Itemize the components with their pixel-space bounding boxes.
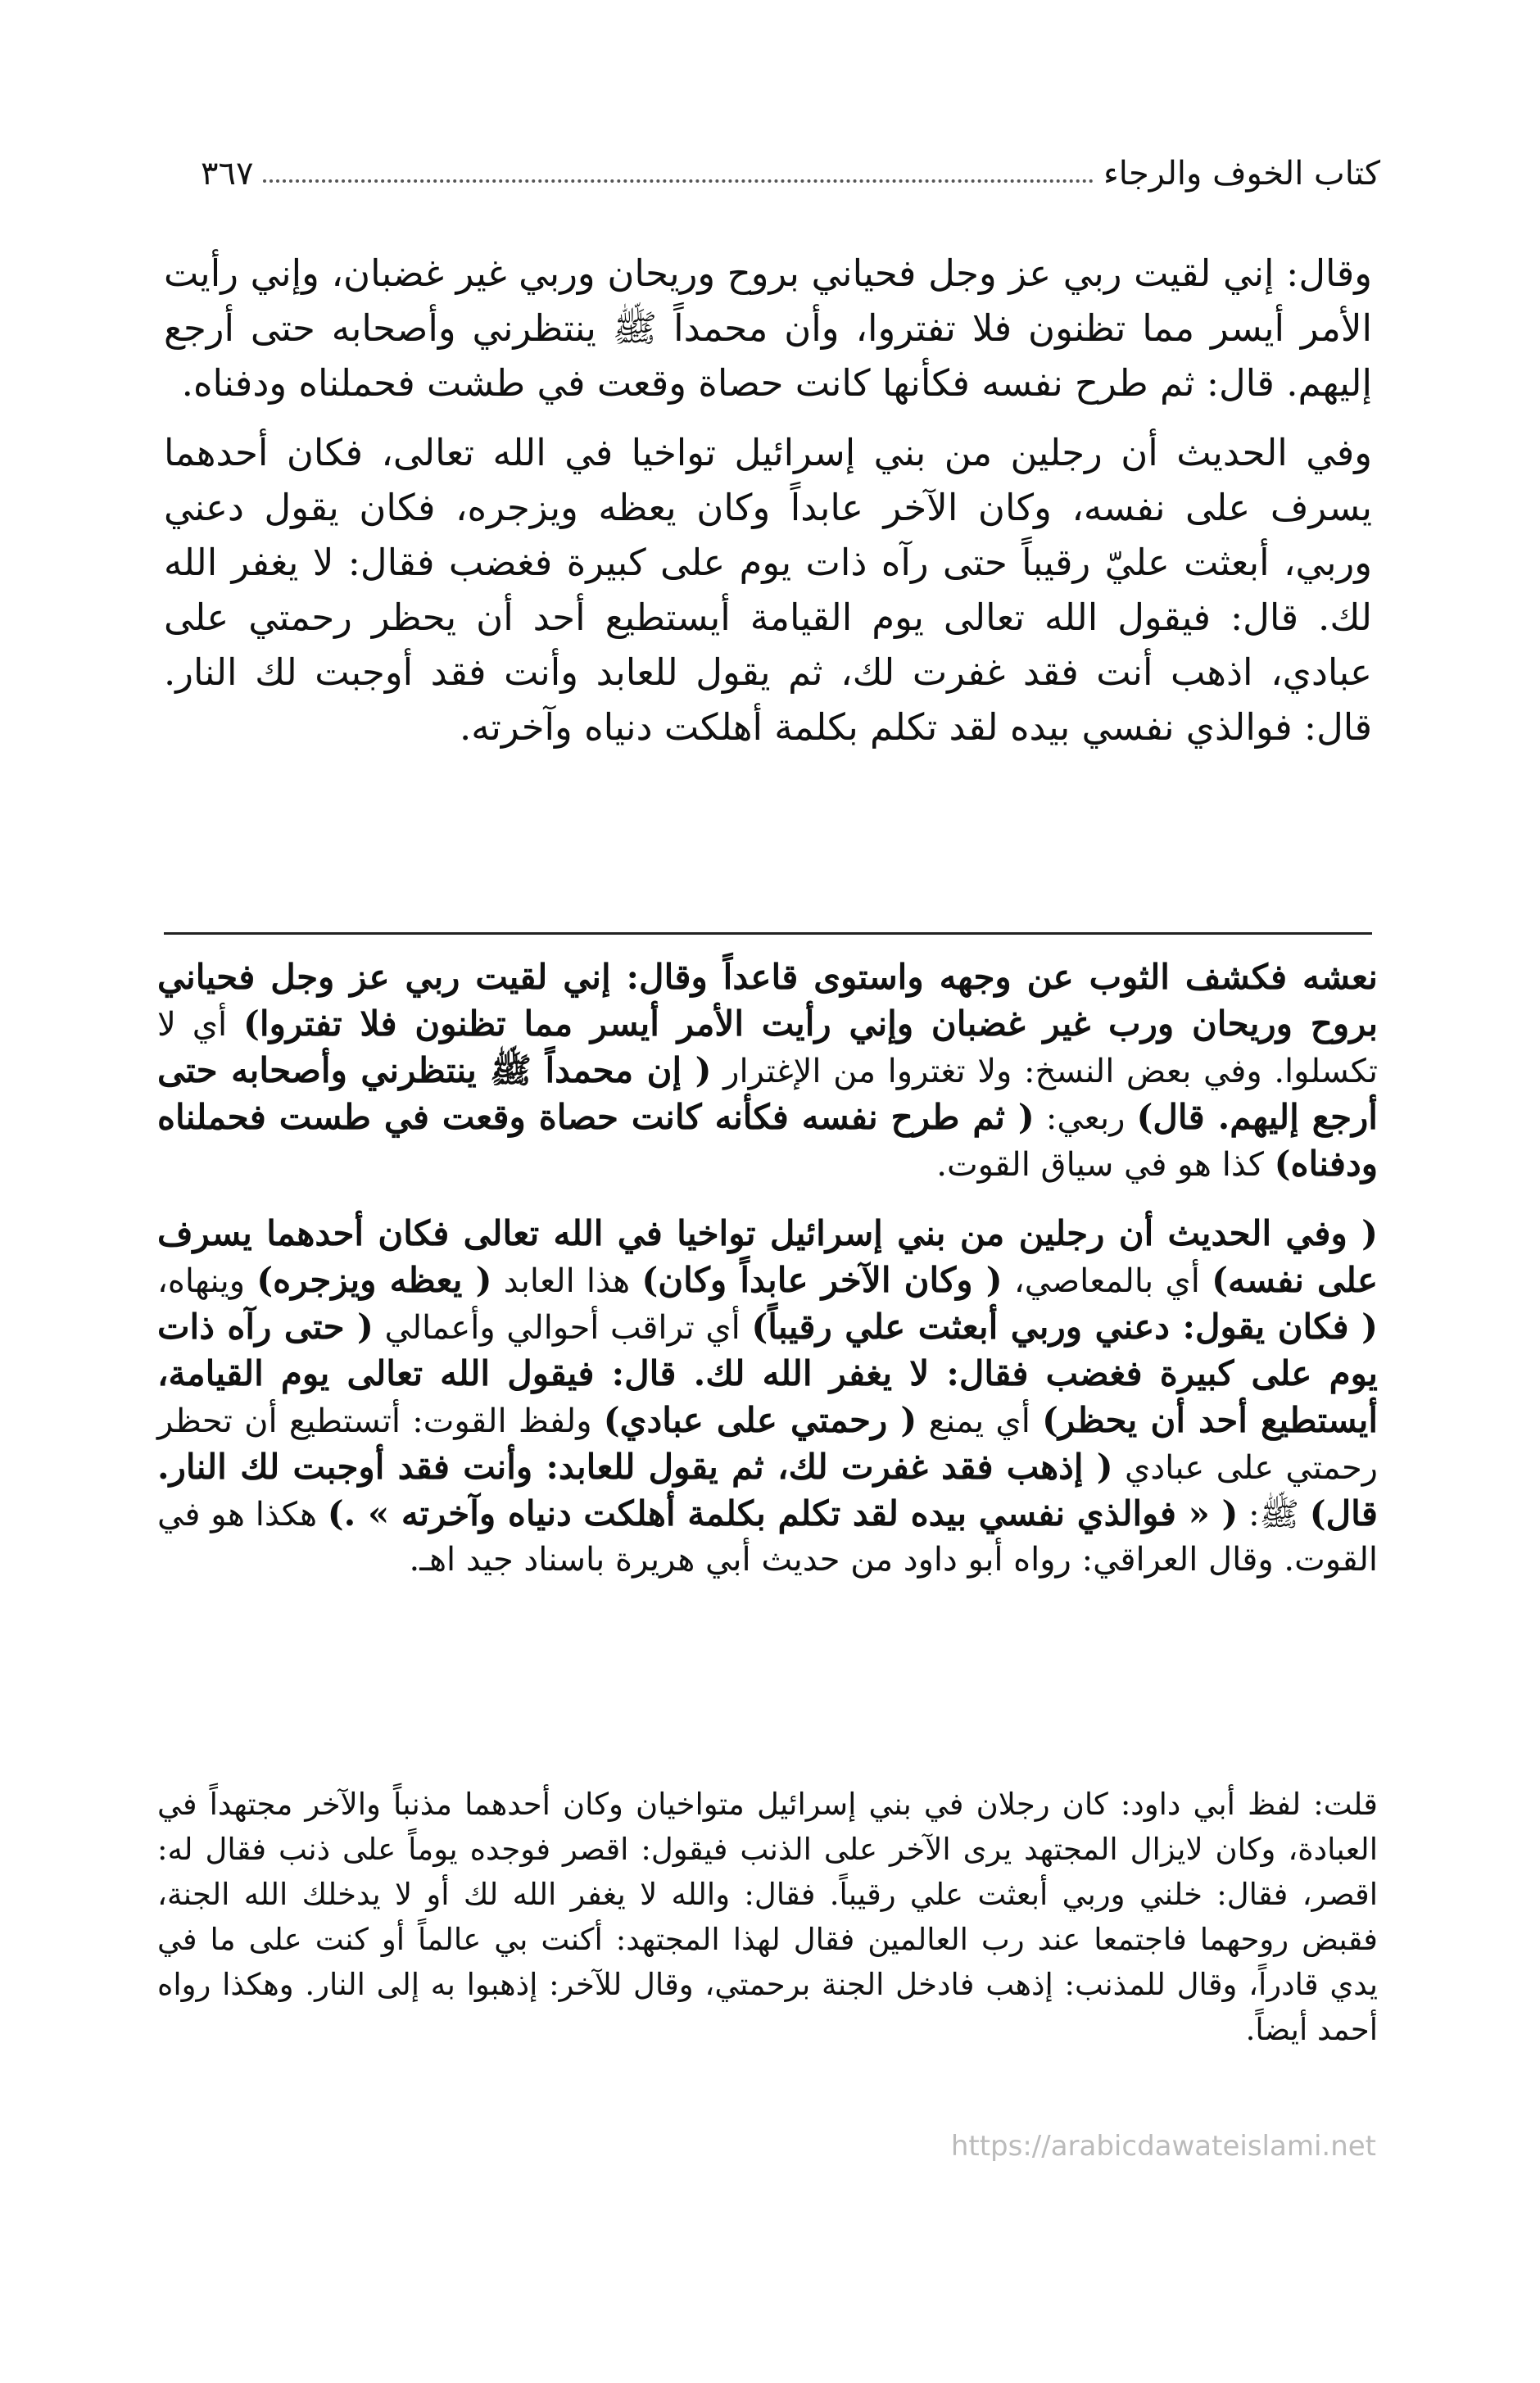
gloss-text: وينهاه،: [157, 1262, 257, 1300]
quoted-text: ( يعظه ويزجره): [256, 1260, 492, 1300]
commentary-paragraph: [157, 954, 1378, 1188]
footnote-divider: [164, 932, 1372, 935]
quoted-text: ( حتى رآه ذات يوم على كبيرة فغضب فقال: لا يغفر الله لك. قال: فيقول الله تعالى يوم القيامة، أيستطيع أحد أن يحظر): [157, 1307, 1378, 1440]
watermark-url: https://arabicdawateislami.net: [950, 2130, 1376, 2163]
quoted-text: ( فكان يقول: دعني وربي أبعثت علي رقيباً): [751, 1307, 1378, 1347]
gloss-text: أي بالمعاصي،: [1002, 1262, 1212, 1300]
quoted-text: ( إذهب فقد غفرت لك، ثم يقول للعابد: وأنت فقد أوجبت لك النار. قال): [157, 1447, 1378, 1534]
quoted-text: ( ثم طرح نفسه فكأنه كانت حصاة وقعت في طست فحملناه ودفناه): [157, 1097, 1378, 1184]
gloss-text: كذا هو في سياق القوت.: [936, 1146, 1275, 1184]
editor-note: [157, 1782, 1378, 2052]
quoted-text: ( وكان الآخر عابداً وكان): [641, 1260, 1003, 1300]
page-number: ٣٦٧: [201, 155, 254, 193]
gloss-text: هكذا هو في القوت. وقال العراقي: رواه أبو داود من حديث أبي هريرة باسناد جيد اهـ.: [157, 1496, 1378, 1579]
note-paragraph: قلت: لفظ أبي داود: كان رجلان في بني إسرائيل متواخيان وكان أحدهما مذنباً والآخر مجتهداً في العبادة، وكان لايزال المجتهد يرى الآخر على الذنب فيقول: اقصر فوجده يوماً على ذنب فقال له: اقصر، فقال: خلني وربي أبعثت علي رقيباً. فقال: والله لا يغفر الله لك أو لا يدخلك الله الجنة، فقبض روحهما فاجتمعا عند رب العالمين فقال لهذا المجتهد: أكنت بي عالماً أو كنت على ما في يدي قادراً، وقال للمذنب: إذهب فادخل الجنة برحمتي، وقال للآخر: إذهبوا به إلى النار. وهكذا رواه أحمد أيضاً.: [157, 1787, 1378, 2047]
quoted-text: ( « فوالذي نفسي بيده لقد تكلم بكلمة أهلكت دنياه وآخرته » .): [327, 1493, 1239, 1534]
quoted-text: ( وفي الحديث أن رجلين من بني إسرائيل تواخيا في الله تعالى فكان أحدهما يسرف على نفسه): [157, 1213, 1379, 1300]
running-title: كتاب الخوف والرجاء: [1103, 155, 1380, 193]
quoted-text: نعشه فكشف الثوب عن وجهه واستوى قاعداً وقال: إني لقيت ربي عز وجل فحياني بروح وريحان ورب غير غضبان وإني رأيت الأمر أيسر مما تظنون فلا تفتروا): [157, 957, 1379, 1044]
commentary: [157, 954, 1378, 1606]
main-paragraph: وقال: إني لقيت ربي عز وجل فحياني بروح وريحان وربي غير غضبان، وإني رأيت الأمر أيسر مما تظنون فلا تفتروا، وأن محمداً ﷺ ينتظرني وأصحابه حتى أرجع إليهم. قال: ثم طرح نفسه فكأنها كانت حصاة وقعت في طشت فحملناه ودفناه.: [164, 251, 1372, 405]
quoted-text: ( رحمتي على عبادي): [603, 1400, 917, 1440]
page-header: [201, 143, 1380, 193]
main-paragraph: وفي الحديث أن رجلين من بني إسرائيل تواخيا في الله تعالى، فكان أحدهما يسرف على نفسه، وكان الآخر عابداً وكان يعظه ويزجره، فكان يقول دعني وربي، أبعثت عليّ رقيباً حتى رآه ذات يوم على كبيرة فغضب فقال: لا يغفر الله لك. قال: فيقول الله تعالى يوم القيامة أيستطيع أحد أن يحظر رحمتي على عبادي، اذهب أنت فقد غفرت لك، ثم يقول للعابد وأنت فقد أوجبت لك النار. قال: فوالذي نفسي بيده لقد تكلم بكلمة أهلكت دنياه وآخرته.: [164, 431, 1372, 749]
leader-dots: [263, 179, 1094, 183]
gloss-text: هذا العابد: [491, 1262, 642, 1300]
commentary-paragraph: [157, 1211, 1378, 1583]
gloss-text: أي لا تكسلوا. وفي بعض النسخ: ولا تغتروا من الإغترار: [157, 1006, 1378, 1090]
gloss-text: ولفظ القوت: أتستطيع أن تحظر رحمتي على عبادي: [157, 1402, 1378, 1487]
gloss-text: ربعي:: [1034, 1099, 1137, 1137]
main-text: [164, 246, 1372, 769]
gloss-text: أي تراقب أحوالي وأعمالي: [373, 1309, 752, 1347]
gloss-text: أي يمنع: [917, 1402, 1043, 1440]
quoted-text: ( إن محمداً ﷺ ينتظرني وأصحابه حتى أرجع إليهم. قال): [157, 1050, 1378, 1137]
gloss-text: ﷺ:: [1238, 1496, 1310, 1534]
